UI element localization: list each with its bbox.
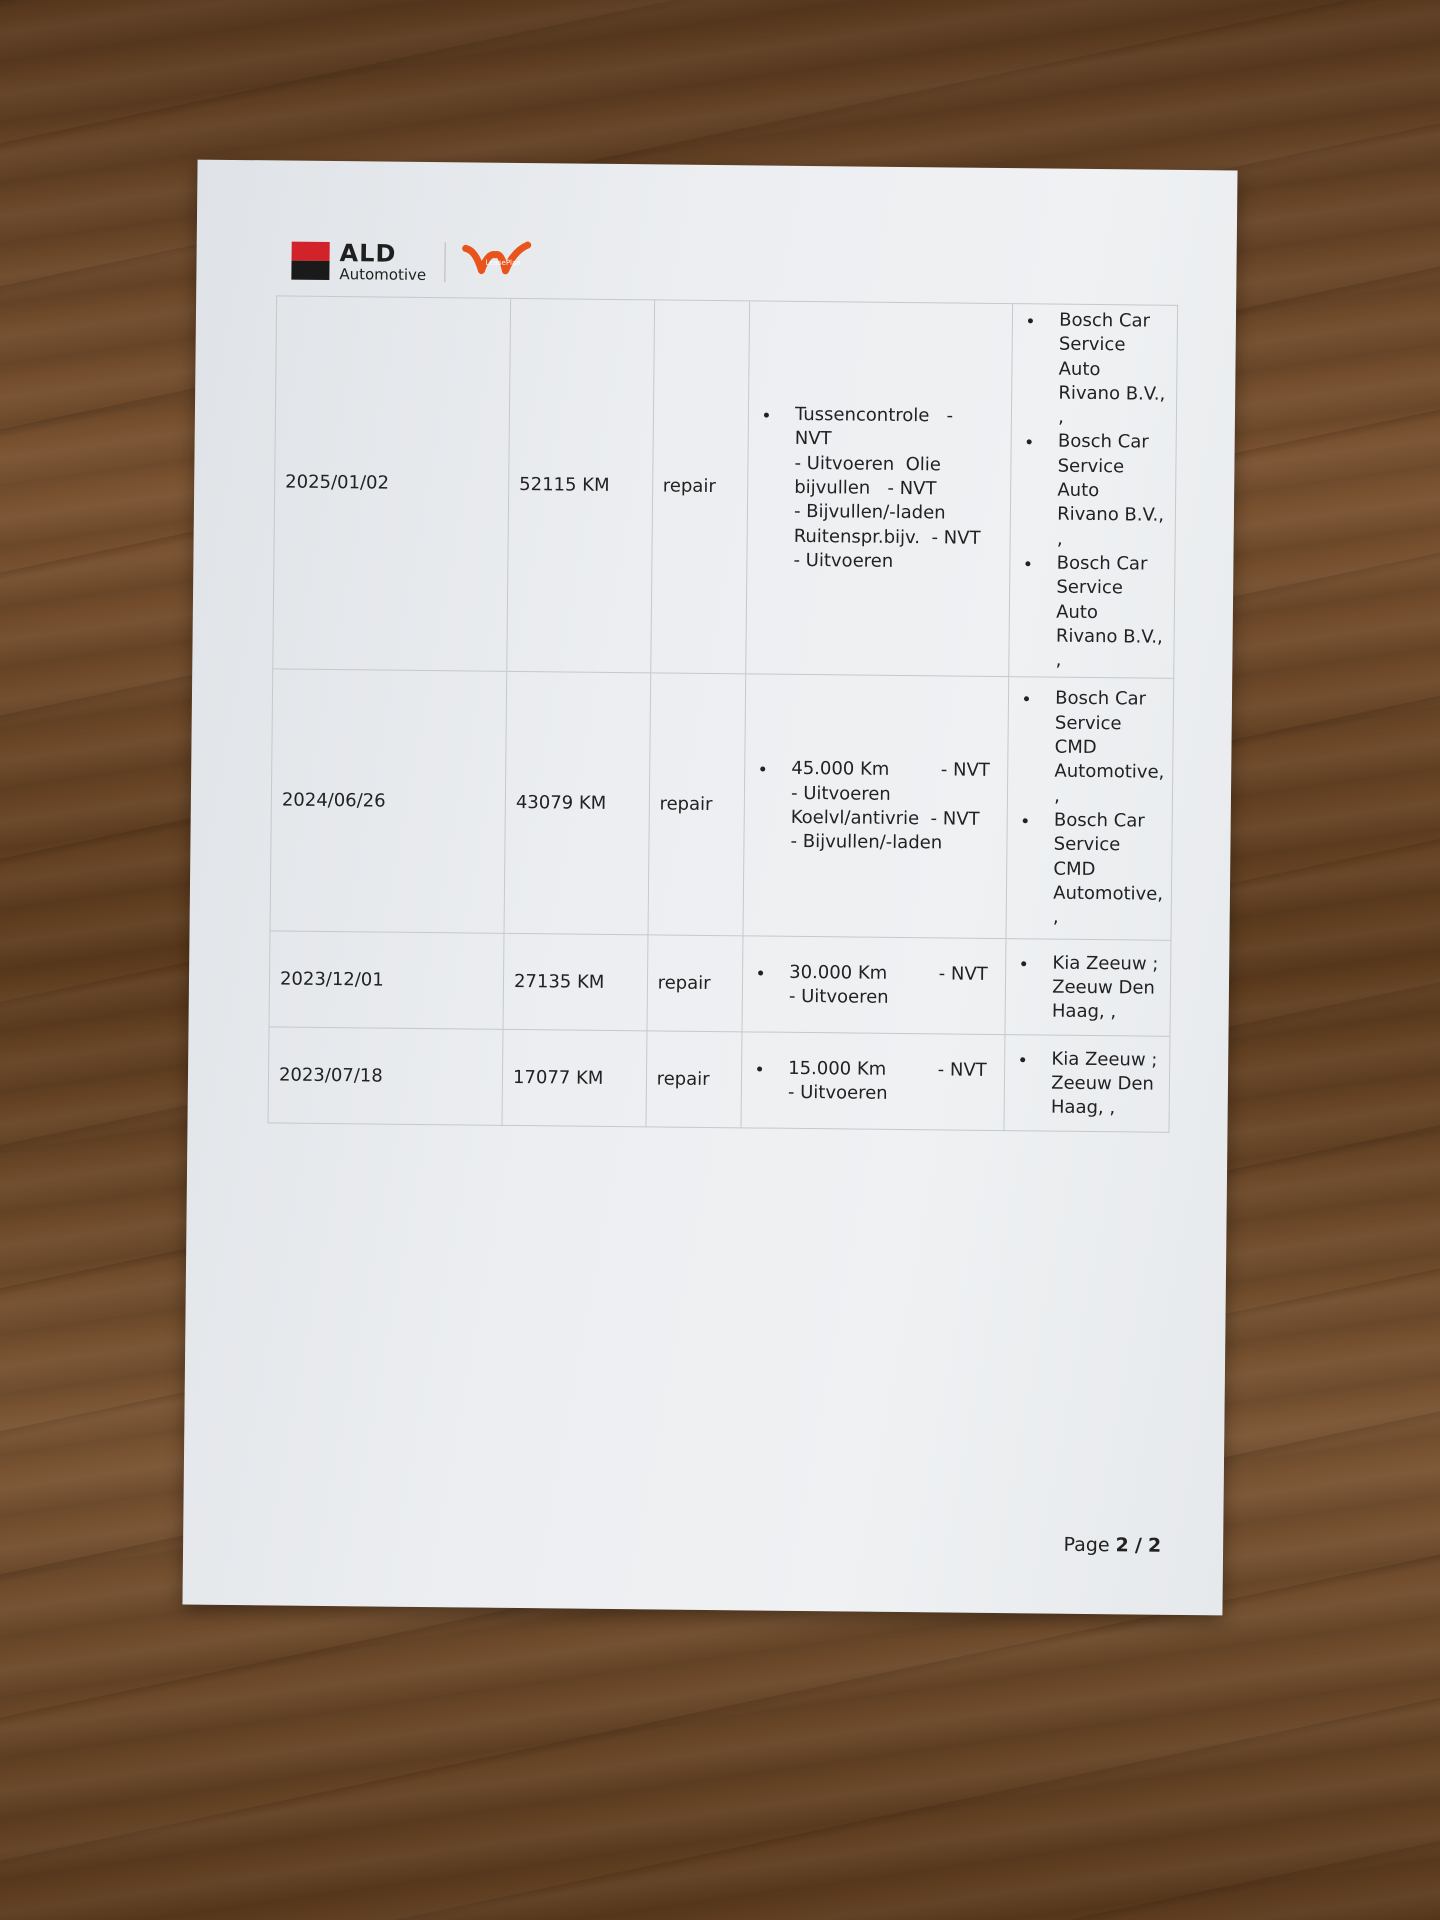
date-cell: 2023/12/01 bbox=[269, 931, 504, 1029]
operation-item: • 15.000 Km - NVT - Uitvoeren bbox=[774, 1056, 995, 1107]
workshop-cell bbox=[1006, 677, 1174, 941]
type-cell: repair bbox=[646, 1031, 742, 1128]
header-logos bbox=[291, 236, 533, 289]
workshop-item: • Bosch Car Service CMD Automotive, , bbox=[1040, 687, 1163, 810]
date-cell: 2025/01/02 bbox=[273, 296, 511, 672]
workshop-item: • Bosch Car Service Auto Rivano B.V., , bbox=[1044, 308, 1167, 431]
maintenance-history-table bbox=[268, 295, 1179, 1133]
workshop-list bbox=[1017, 687, 1163, 931]
workshop-cell bbox=[1005, 939, 1171, 1037]
operations-list bbox=[753, 960, 996, 1011]
table-row bbox=[269, 931, 1171, 1036]
operations-list bbox=[752, 1056, 995, 1107]
workshop-list bbox=[1015, 1047, 1160, 1121]
operation-item: • Tussencontrole - NVT - Uitvoeren Olie bijvullen - NVT - Bijvullen/-laden Ruitenspr.bijv. - NVT - Uitvoeren bbox=[779, 403, 1001, 575]
workshop-list bbox=[1020, 308, 1168, 674]
workshop-list bbox=[1016, 951, 1161, 1025]
operations-cell bbox=[746, 301, 1013, 677]
mileage-cell: 27135 KM bbox=[503, 934, 648, 1031]
type-cell: repair bbox=[648, 673, 746, 936]
workshop-cell bbox=[1009, 304, 1178, 679]
ald-logo-icon bbox=[291, 242, 329, 280]
table-row bbox=[268, 1027, 1170, 1132]
workshop-item: • Kia Zeeuw ; Zeeuw Den Haag, , bbox=[1038, 951, 1161, 1025]
mileage-cell: 17077 KM bbox=[502, 1030, 647, 1127]
workshop-cell bbox=[1004, 1035, 1170, 1133]
workshop-item: • Bosch Car Service Auto Rivano B.V., , bbox=[1043, 430, 1166, 553]
logo-divider bbox=[444, 242, 445, 282]
operations-list bbox=[757, 403, 1001, 576]
operation-item: • 30.000 Km - NVT - Uitvoeren bbox=[775, 960, 996, 1011]
type-cell: repair bbox=[650, 300, 749, 674]
date-cell: 2024/06/26 bbox=[270, 669, 507, 933]
mileage-cell: 43079 KM bbox=[504, 672, 650, 935]
workshop-item: • Bosch Car Service CMD Automotive, , bbox=[1039, 808, 1162, 931]
workshop-item: • Kia Zeeuw ; Zeeuw Den Haag, , bbox=[1037, 1047, 1160, 1121]
ald-logo-name: ALD bbox=[339, 238, 397, 268]
table-row bbox=[273, 296, 1178, 679]
document-page bbox=[182, 160, 1237, 1616]
operations-list bbox=[754, 757, 997, 857]
operations-cell bbox=[743, 674, 1009, 939]
ald-logo-text bbox=[339, 238, 427, 284]
date-cell: 2023/07/18 bbox=[268, 1027, 503, 1125]
workshop-item: • Bosch Car Service Auto Rivano B.V., , bbox=[1041, 551, 1164, 674]
operation-item: • 45.000 Km - NVT - Uitvoeren Koelvl/antivrie - NVT - Bijvullen/-laden bbox=[776, 757, 997, 856]
page-number: Page 2 / 2 bbox=[1063, 1533, 1162, 1557]
type-cell: repair bbox=[647, 935, 743, 1032]
mileage-cell: 52115 KM bbox=[507, 298, 655, 673]
ald-logo-subtitle: Automotive bbox=[339, 264, 427, 284]
operations-cell bbox=[741, 1032, 1005, 1131]
svg-text:LeasePlan: LeasePlan bbox=[485, 258, 521, 267]
table-row bbox=[270, 669, 1174, 940]
leaseplan-logo-icon bbox=[461, 240, 533, 285]
operations-cell bbox=[742, 936, 1006, 1035]
